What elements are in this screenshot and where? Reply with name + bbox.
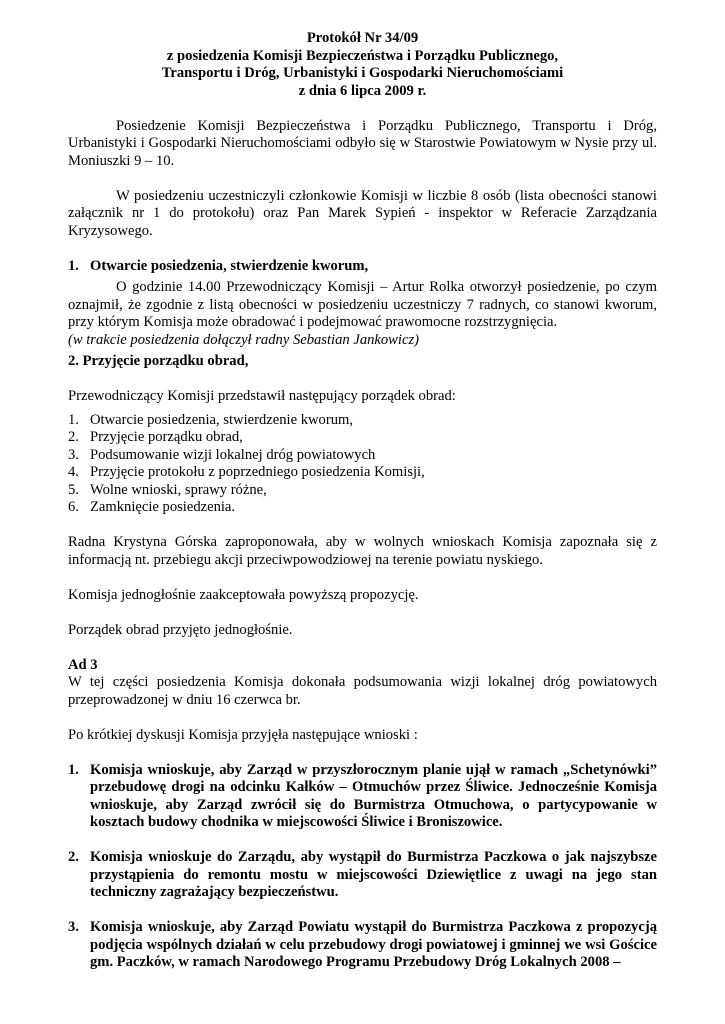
section-2-intro: Przewodniczący Komisji przedstawił następujący porządek obrad: bbox=[68, 388, 456, 404]
wniosek-item: 3. Komisja wnioskuje, aby Zarząd Powiatu wystąpił do Burmistrza Paczkowa z propozycją podjęcia wspólnych działań w celu przebudowy drogi powiatowej i gminnej we wsi Gościce gm. Paczków, w ramach Narodowego Programu Przebudowy Dróg Lokalnych 2008 – bbox=[68, 919, 657, 970]
section-1-heading bbox=[68, 258, 657, 276]
section-1-number: 1. bbox=[68, 257, 79, 274]
section-2-paragraph-2: Komisja jednogłośnie zaakceptowała powyższą propozycję. bbox=[68, 586, 419, 603]
agenda-item: 3. Podsumowanie wizji lokalnej dróg powiatowych bbox=[68, 446, 376, 463]
title-line-3: Transportu i Dróg, Urbanistyki i Gospodarki Nieruchomościami bbox=[161, 65, 564, 81]
wniosek-item: 1. Komisja wnioskuje, aby Zarząd w przyszłorocznym planie ujął w ramach „Schetynówki” przebudowę drogi na odcinku Kałków – Otmuchów przez Śliwice. Jednocześnie Komisja wnioskuje, aby Zarząd zwrócił się do Burmistrza Otmuchowa, o partycypowanie w kosztach budowy chodnika w miejscowości Śliwice i Broniszowice. bbox=[68, 761, 657, 830]
section-1-text: O godzinie 14.00 Przewodniczący Komisji – Artur Rolka otworzył posiedzenie, po czym oznajmił, że zgodnie z listą obecności w posiedzeniu uczestniczy 7 radnych, co stanowi kworum, przy którym Komisja może obradować i podejmować prawomocne rozstrzygnięcia. bbox=[68, 279, 657, 330]
title-line-2: z posiedzenia Komisji Bezpieczeństwa i Porządku Publicznego, bbox=[166, 47, 559, 64]
title-line-1: Protokół Nr 34/09 bbox=[306, 30, 419, 46]
document-title bbox=[68, 30, 657, 100]
title-date: z dnia 6 lipca 2009 r. bbox=[298, 82, 427, 99]
section-2-heading: 2. Przyjęcie porządku obrad, bbox=[68, 353, 249, 369]
intro-paragraph-1: Posiedzenie Komisji Bezpieczeństwa i Porządku Publicznego, Transportu i Dróg, Urbanistyki i Gospodarki Nieruchomościami odbyło się w Starostwie Powiatowym w Nysie przy ul. Moniuszki 9 – 10. bbox=[68, 117, 657, 169]
ad3-paragraph-1: W tej części posiedzenia Komisja dokonała podsumowania wizji lokalnej dróg powiatowych przeprowadzonej w dniu 16 czerwca br. bbox=[68, 674, 657, 708]
agenda-item: 4. Przyjęcie protokołu z poprzedniego posiedzenia Komisji, bbox=[68, 464, 425, 480]
agenda-item: 2. Przyjęcie porządku obrad, bbox=[68, 429, 243, 445]
section-2-paragraph-3: Porządek obrad przyjęto jednogłośnie. bbox=[68, 621, 293, 638]
agenda-list bbox=[68, 412, 657, 517]
section-1-title: Otwarcie posiedzenia, stwierdzenie kworum, bbox=[90, 257, 369, 274]
ad3-paragraph-2: Po krótkiej dyskusji Komisja przyjęła następujące wnioski : bbox=[68, 726, 418, 743]
agenda-item: 6. Zamknięcie posiedzenia. bbox=[68, 499, 236, 515]
agenda-item: 1. Otwarcie posiedzenia, stwierdzenie kworum, bbox=[68, 411, 353, 428]
section-2-paragraph-1: Radna Krystyna Górska zaproponowała, aby w wolnych wnioskach Komisja zapoznała się z informacją nt. przebiegu akcji przeciwpowodziowej na terenie powiatu nyskiego. bbox=[68, 534, 657, 568]
wniosek-item: 2. Komisja wnioskuje do Zarządu, aby wystąpił do Burmistrza Paczkowa o jak najszybsze przystąpienia do remontu mostu w miejscowości Dziewiętlice z uwagi na jego stan techniczny zagrażający bezpieczeństwu. bbox=[68, 849, 657, 900]
agenda-item: 5. Wolne wnioski, sprawy różne, bbox=[68, 481, 267, 498]
ad3-heading: Ad 3 bbox=[68, 656, 98, 673]
intro-paragraph-2: W posiedzeniu uczestniczyli członkowie Komisji w liczbie 8 osób (lista obecności stanowi załącznik nr 1 do protokołu) oraz Pan Marek Sypień - inspektor w Referacie Zarządzania Kryzysowego. bbox=[68, 187, 657, 239]
document-page bbox=[68, 30, 657, 972]
section-1-note: (w trakcie posiedzenia dołączył radny Sebastian Jankowicz) bbox=[68, 331, 419, 348]
